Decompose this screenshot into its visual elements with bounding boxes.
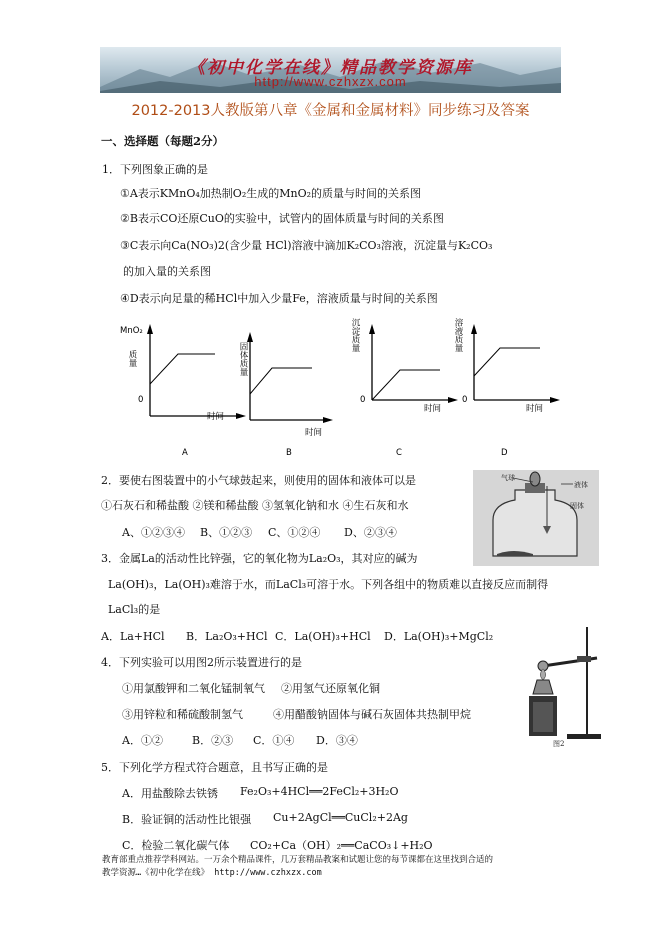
graph-c-xlabel: 时间 bbox=[424, 404, 442, 414]
q3-choice-d: D．La(OH)₃+MgCl₂ bbox=[384, 630, 494, 643]
banner-title: 《初中化学在线》精品教学资源库 bbox=[188, 58, 473, 78]
q1-option-4: ④D表示向足量的稀HCl中加入少量Fe，溶液质量与时间的关系图 bbox=[120, 292, 438, 305]
q4-option-4: ④用醋酸钠固体与碱石灰固体共热制甲烷 bbox=[273, 708, 471, 721]
q1-option-1: ①A表示KMnO₄加热制O₂生成的MnO₂的质量与时间的关系图 bbox=[120, 187, 422, 200]
graph-a-label: A bbox=[182, 448, 188, 458]
q4-option-2: ②用氢气还原氧化铜 bbox=[281, 682, 380, 695]
fig-label-liquid: 液体 bbox=[574, 481, 588, 489]
graph-a-xlabel: 时间 bbox=[207, 412, 225, 422]
q2-choice-c: C、①②④ bbox=[268, 526, 321, 539]
q3-choice-b: B．La₂O₃+HCl bbox=[186, 630, 268, 643]
q5-a-label: A．用盐酸除去铁锈 bbox=[122, 787, 218, 800]
footer-line-1: 教育部重点推荐学科网站。一万余个精品课件，几万套精品教案和试题让您的每节课都在这里找到合适的 bbox=[102, 855, 494, 865]
graph-c bbox=[350, 318, 458, 458]
q5-a-equation: Fe₂O₃+4HCl══2FeCl₂+3H₂O bbox=[240, 785, 399, 798]
graph-d-origin: 0 bbox=[462, 395, 468, 405]
graph-a-ylabel: 质量 bbox=[127, 350, 137, 367]
q4-apparatus-figure bbox=[515, 622, 605, 747]
q5-c-equation: CO₂+Ca（OH）₂══CaCO₃↓+H₂O bbox=[250, 839, 433, 852]
q5-c-label: C．检验二氧化碳气体 bbox=[122, 839, 230, 852]
document-title: 2012-2013人教版第八章《金属和金属材料》同步练习及答案 bbox=[131, 103, 530, 119]
q1-option-2: ②B表示CO还原CuO的实验中，试管内的固体质量与时间的关系图 bbox=[120, 212, 444, 225]
q2-stem: 2．要使右图装置中的小气球鼓起来，则使用的固体和液体可以是 bbox=[101, 474, 416, 487]
q5-b-equation: Cu+2AgCl══CuCl₂+2Ag bbox=[273, 811, 408, 824]
graph-b bbox=[238, 332, 333, 458]
footer-url-link[interactable]: http://www.czhxzx.com bbox=[214, 868, 322, 878]
q2-apparatus-photo bbox=[473, 470, 599, 566]
graph-b-ylabel: 固体质量 bbox=[238, 342, 248, 376]
graph-a bbox=[120, 324, 246, 458]
section-heading: 一、选择题（每题2分） bbox=[101, 134, 225, 148]
q1-stem: 1．下列图象正确的是 bbox=[102, 163, 208, 176]
q1-option-3-cont: 的加入量的关系图 bbox=[123, 265, 211, 278]
graph-a-origin: 0 bbox=[138, 395, 144, 405]
graph-c-origin: 0 bbox=[360, 395, 366, 405]
q4-choice-a: A．①② bbox=[122, 734, 163, 747]
flask-balloon-illustration bbox=[473, 470, 599, 566]
q5-b-label: B．验证铜的活动性比银强 bbox=[122, 813, 252, 826]
q4-choice-d: D．③④ bbox=[316, 734, 358, 747]
q1-graphs bbox=[110, 318, 570, 463]
q3-line-2: La(OH)₃，La(OH)₃难溶于水，而LaCl₃可溶于水。下列各组中的物质难以直接反应而制得 bbox=[108, 578, 549, 591]
graph-d-ylabel: 溶液质量 bbox=[453, 318, 463, 352]
q2-choice-b: B、①②③ bbox=[200, 526, 253, 539]
header-banner bbox=[100, 47, 561, 93]
graph-b-label: B bbox=[286, 448, 292, 458]
fig-label-solid: 固体 bbox=[570, 502, 584, 510]
q3-choice-a: A．La+HCl bbox=[101, 630, 165, 643]
q3-choice-c: C．La(OH)₃+HCl bbox=[275, 630, 371, 643]
graph-c-label: C bbox=[396, 448, 402, 458]
q4-choice-b: B．②③ bbox=[192, 734, 234, 747]
q5-stem: 5．下列化学方程式符合题意，且书写正确的是 bbox=[101, 761, 328, 774]
graph-b-xlabel: 时间 bbox=[305, 428, 323, 438]
graph-d bbox=[453, 318, 560, 458]
q2-choice-a: A、①②③④ bbox=[122, 526, 185, 539]
q3-line-3: LaCl₃的是 bbox=[108, 603, 161, 616]
q4-stem: 4．下列实验可以用图2所示装置进行的是 bbox=[101, 656, 302, 669]
q4-option-1: ①用氯酸钾和二氧化锰制氧气 bbox=[122, 682, 265, 695]
fig-2-caption: 图2 bbox=[553, 740, 565, 747]
q1-option-3: ③C表示向Ca(NO₃)2(含少量 HCl)溶液中滴加K₂CO₃溶液，沉淀量与K₂CO₃ bbox=[120, 239, 493, 252]
banner-url[interactable]: http://www.czhxzx.com bbox=[254, 74, 407, 89]
graph-a-ylabel-top: MnO₂ bbox=[120, 326, 143, 336]
page-footer bbox=[102, 854, 572, 880]
graph-d-xlabel: 时间 bbox=[526, 404, 544, 414]
graph-c-ylabel: 沉淀质量 bbox=[350, 318, 360, 352]
footer-line-2: 教学资源…《初中化学在线》 bbox=[102, 868, 210, 878]
q2-choice-d: D、②③④ bbox=[344, 526, 397, 539]
q3-stem: 3．金属La的活动性比锌强，它的氧化物为La₂O₃，其对应的碱为 bbox=[101, 552, 418, 565]
q4-choice-c: C．①④ bbox=[253, 734, 295, 747]
graph-d-label: D bbox=[501, 448, 508, 458]
q4-option-3: ③用锌粒和稀硫酸制氢气 bbox=[122, 708, 243, 721]
fig-label-balloon: 气球 bbox=[501, 474, 515, 482]
q2-items: ①石灰石和稀盐酸 ②镁和稀盐酸 ③氢氧化钠和水 ④生石灰和水 bbox=[101, 499, 409, 512]
